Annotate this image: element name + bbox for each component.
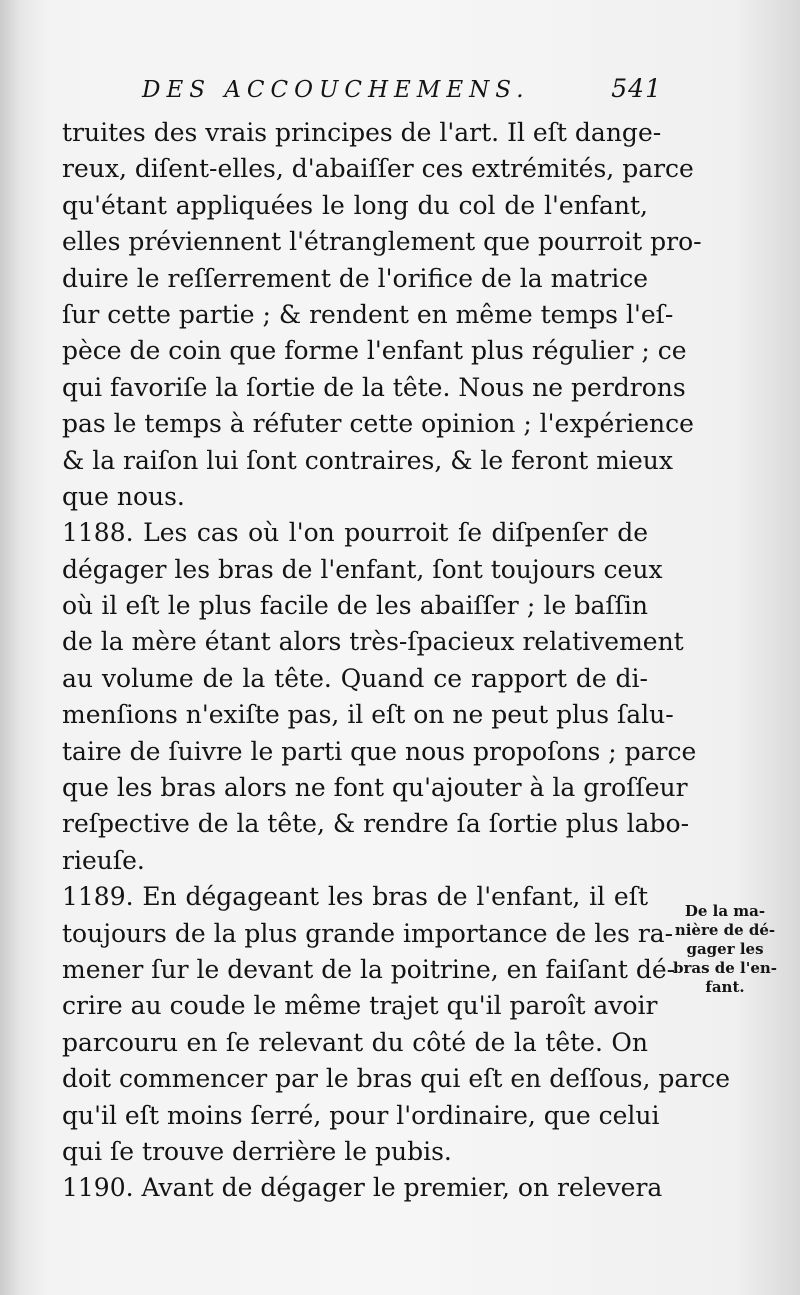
text-line: au volume de la tête. Quand ce rapport de di-	[62, 663, 648, 693]
text-line: truites des vrais principes de l'art. Il eſt dange-	[62, 118, 662, 147]
text-line: menſions n'exiſte pas, il eſt on ne peut plus ſalu-	[62, 700, 674, 730]
text-line: duire le reſſerrement de l'orifice de la matrice	[62, 263, 648, 293]
page-number: 541	[611, 74, 662, 103]
text-line: dégager les bras de l'enfant, ſont toujours ceux	[62, 554, 663, 584]
margin-note-line: gager les	[686, 940, 764, 958]
text-line: elles préviennent l'étranglement que pourroit pro-	[62, 227, 702, 257]
text-line: rieuſe.	[62, 845, 145, 875]
text-line: où il eſt le plus facile de les abaiſſer ; le baſſin	[62, 591, 648, 621]
paragraph-1189-start: 1189. En dégageant les bras de l'enfant, il eſt	[62, 882, 648, 912]
paragraph-1188-start: 1188. Les cas où l'on pourroit ſe diſpenſer de	[62, 518, 648, 548]
text-line: qu'il eſt moins ſerré, pour l'ordinaire, que celui	[62, 1100, 660, 1130]
text-line: qui favoriſe la ſortie de la tête. Nous ne perdrons	[62, 372, 686, 402]
running-title: DES ACCOUCHEMENS.	[142, 77, 530, 103]
margin-note	[656, 902, 794, 997]
margin-note-line: nière de dé-	[674, 921, 776, 939]
text-line: qui ſe trouve derrière le pubis.	[62, 1136, 452, 1166]
text-line: crire au coude le même trajet qu'il paroît avoir	[62, 991, 658, 1021]
text-line: qu'étant appliquées le long du col de l'enfant,	[62, 190, 648, 220]
text-line: & la raiſon lui ſont contraires, & le feront mieux	[62, 445, 673, 475]
margin-note-line: bras de l'en-	[673, 959, 777, 977]
text-line: reſpective de la tête, & rendre ſa ſortie plus labo-	[62, 809, 690, 839]
running-header	[142, 74, 662, 103]
margin-note-line: De la ma-	[684, 902, 766, 920]
text-line: pèce de coin que forme l'enfant plus régulier ; ce	[62, 336, 687, 366]
text-line: reux, diſent-elles, d'abaiſſer ces extrémités, parce	[62, 154, 694, 184]
text-line: doit commencer par le bras qui eſt en deſſous, parce	[62, 1064, 731, 1094]
text-line: que nous.	[62, 481, 185, 511]
text-line: parcouru en ſe relevant du côté de la tête. On	[62, 1027, 648, 1057]
text-line: que les bras alors ne font qu'ajouter à la groſſeur	[62, 773, 688, 803]
text-line: ſur cette partie ; & rendent en même temps l'eſ-	[62, 299, 674, 329]
margin-note-line: fant.	[705, 978, 745, 996]
paragraph-1190-start: 1190. Avant de dégager le premier, on relevera	[62, 1173, 663, 1203]
text-line: mener ſur le devant de la poitrine, en faiſant dé-	[62, 954, 676, 984]
page-gutter-shadow	[0, 0, 20, 1295]
text-line: de la mère étant alors très-ſpacieux relativement	[62, 627, 684, 657]
text-line: pas le temps à réfuter cette opinion ; l'expérience	[62, 409, 694, 439]
text-line: toujours de la plus grande importance de les ra-	[62, 918, 674, 948]
text-line: taire de ſuivre le parti que nous propoſons ; parce	[62, 736, 697, 766]
